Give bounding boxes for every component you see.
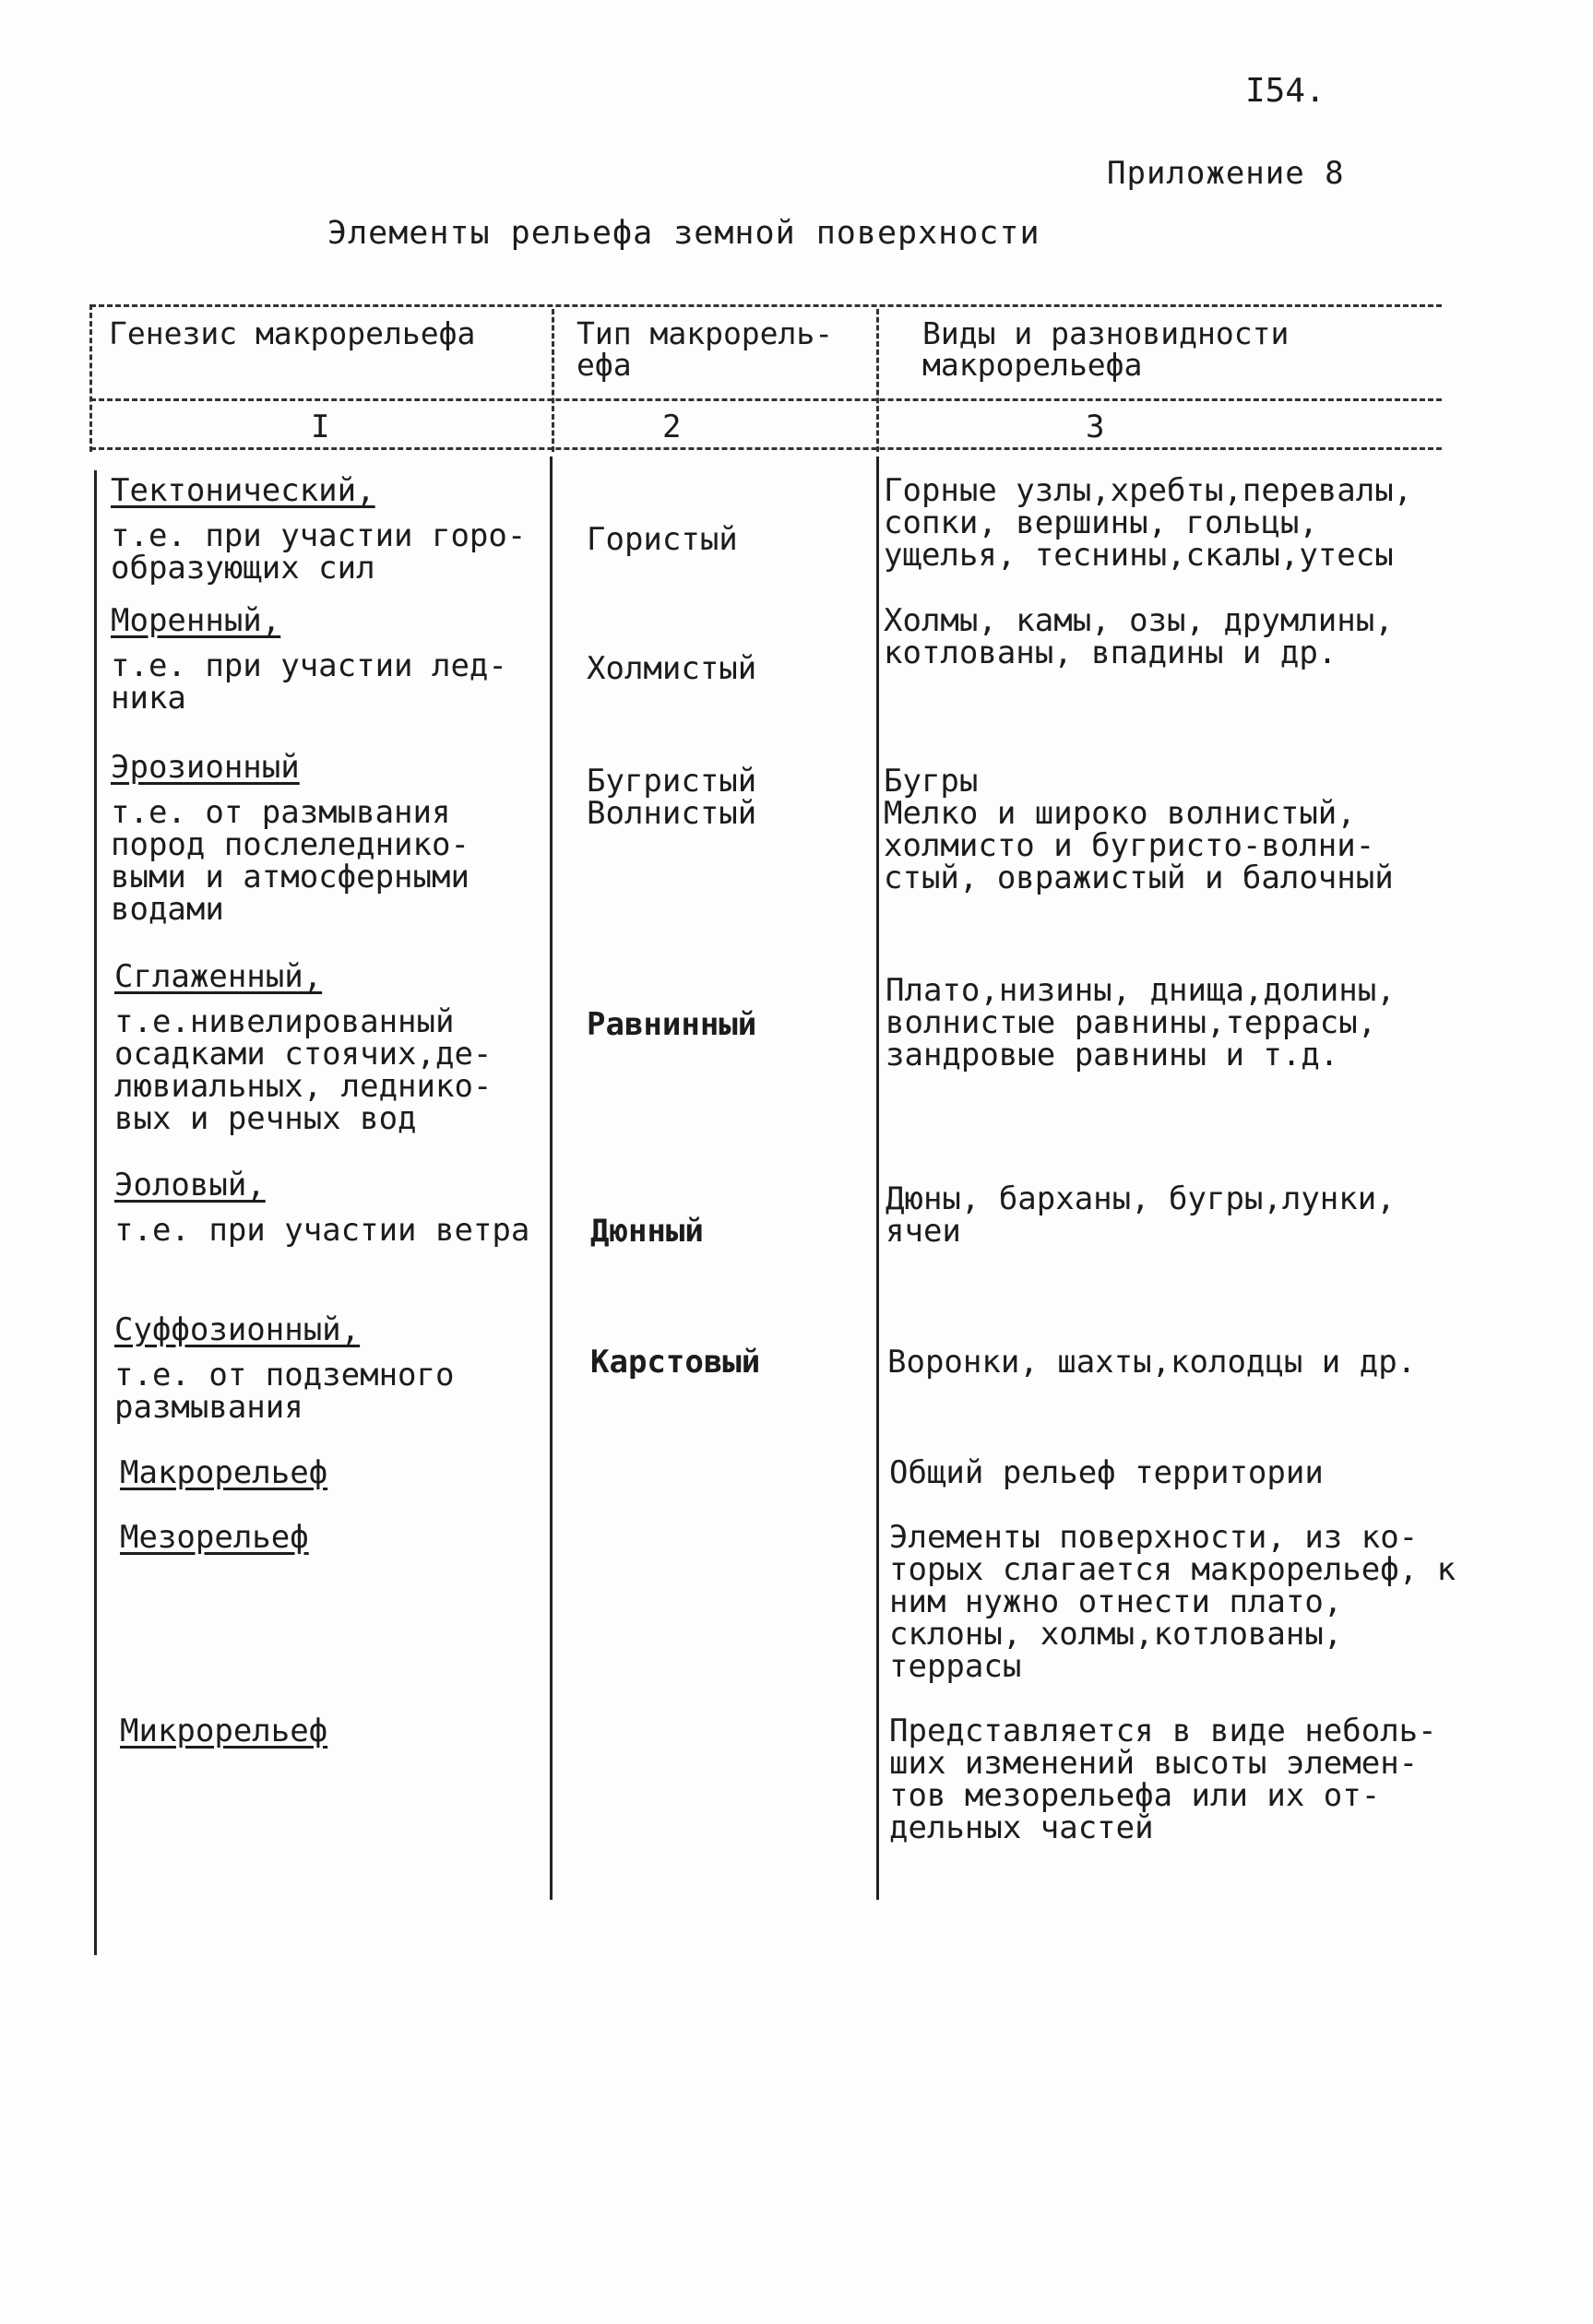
relief-varieties: Элементы поверхности, из ко- торых слагается макрорельеф, к ним нужно отнести плато, склоны, холмы,котлованы, террасы	[889, 1519, 1456, 1685]
column-number-rule	[90, 447, 1442, 450]
column-number-2: 2	[662, 409, 682, 445]
relief-type: Равнинный	[587, 1006, 757, 1043]
column-divider-1	[550, 456, 553, 1900]
table-row	[111, 749, 544, 928]
table-row	[111, 472, 544, 587]
relief-varieties: Плато,низины, днища,долины, волнистые равнины,террасы, зандровые равнины и т.д.	[886, 972, 1396, 1073]
column-number-3: 3	[1086, 409, 1105, 445]
genesis-description: т.е. от размывания пород послеледнико- выми и атмосферными водами	[111, 794, 470, 928]
relief-type-2: Волнистый	[587, 795, 757, 832]
table-row	[114, 1311, 548, 1426]
genesis-description: т.е. от подземного размывания	[114, 1357, 455, 1426]
table-row	[111, 602, 544, 717]
genesis-name: Эрозионный	[111, 749, 300, 786]
genesis-description: т.е. при участии ветра	[114, 1212, 530, 1249]
relief-varieties	[884, 765, 1456, 895]
header-type: Тип макрорель- ефа	[577, 315, 834, 383]
relief-varieties: Представляется в виде неболь- ших изменений высоты элемен- тов мезорельефа или их от- дельных частей	[889, 1713, 1437, 1846]
column-divider-2	[876, 456, 879, 1900]
table-row	[114, 1169, 548, 1247]
relief-varieties: Дюны, барханы, бугры,лунки, ячеи	[886, 1180, 1396, 1250]
genesis-description: т.е.нивелированный осадками стоячих,де- лювиальных, леднико- вых и речных вод	[114, 1003, 493, 1137]
table-left-border-header	[89, 304, 92, 452]
header-genesis: Генезис макрорельефа	[109, 315, 476, 351]
relief-varieties: Воронки, шахты,колодцы и др.	[887, 1344, 1417, 1381]
genesis-name: Сглаженный,	[114, 958, 323, 995]
relief-type: Дюнный	[590, 1213, 704, 1250]
appendix-label: Приложение 8	[1107, 155, 1345, 192]
relief-varieties-2: Мелко и широко волнистый, холмисто и бугристо-волни- стый, овражистый и балочный	[884, 795, 1394, 896]
table-row	[114, 958, 548, 1137]
column-divider-1-header	[552, 309, 554, 452]
page-title: Элементы рельефа земной поверхности	[327, 215, 1040, 252]
relief-scale-term: Микрорельеф	[120, 1713, 328, 1749]
genesis-name: Моренный,	[111, 602, 281, 639]
relief-varieties: Общий рельеф территории	[889, 1454, 1324, 1491]
relief-type: Карстовый	[590, 1344, 761, 1381]
page-number: I54.	[1245, 72, 1326, 110]
relief-varieties: Холмы, камы, озы, друмлины, котлованы, впадины и др.	[884, 602, 1394, 671]
genesis-name: Эоловый,	[114, 1167, 266, 1204]
table-top-rule	[90, 304, 1442, 307]
genesis-name: Тектонический,	[111, 472, 375, 509]
header-types: Виды и разновидности макрорельефа	[922, 315, 1290, 383]
column-number-1: I	[311, 409, 330, 445]
relief-varieties: Горные узлы,хребты,перевалы, сопки, вершины, гольцы, ущелья, теснины,скалы,утесы	[884, 472, 1413, 574]
relief-type: Холмистый	[587, 650, 757, 687]
relief-varieties-1: Бугры	[884, 763, 979, 800]
relief-type-1: Бугристый	[587, 763, 757, 800]
relief-type	[587, 765, 756, 830]
genesis-name: Суффозионный,	[114, 1311, 361, 1348]
genesis-description: т.е. при участии горо- образующих сил	[111, 517, 527, 587]
relief-scale-term: Мезорельеф	[120, 1519, 309, 1556]
relief-scale-term: Макрорельеф	[120, 1454, 328, 1491]
table-left-border	[94, 470, 97, 1955]
genesis-description: т.е. при участии лед- ника	[111, 647, 507, 717]
relief-type: Гористый	[587, 521, 738, 558]
header-separator-rule	[90, 398, 1442, 401]
